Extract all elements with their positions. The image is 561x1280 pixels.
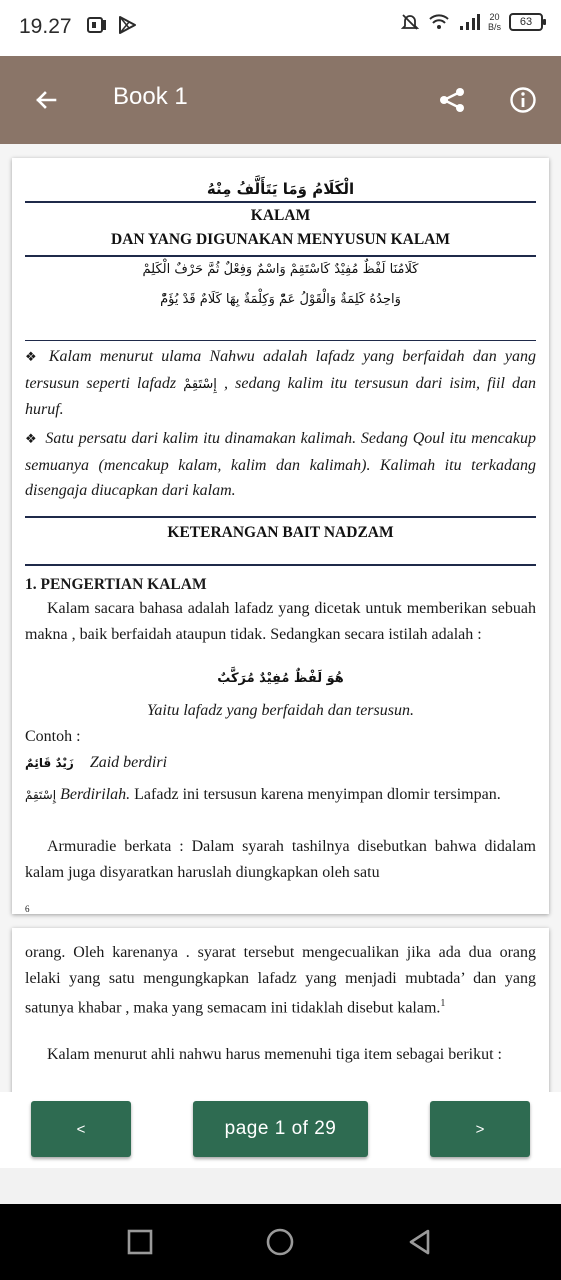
previous-page-button[interactable]: < <box>31 1101 131 1157</box>
divider <box>25 201 536 203</box>
body-paragraph: Armuradie berkata : Dalam syarah tashilnya disebutkan bahwa didalam kalam juga disyaratkan haruslah diungkapkan oleh satu <box>25 838 536 881</box>
info-button[interactable] <box>505 82 541 118</box>
share-button[interactable] <box>434 82 470 118</box>
bullet-1-text: Kalam menurut ulama Nahwu adalah lafadz yang berfaidah dan yang tersusun seperti lafadz <box>25 348 537 392</box>
document-page <box>12 928 549 1094</box>
section-title: KETERANGAN BAIT NADZAM <box>167 524 394 541</box>
example-2 <box>25 782 536 809</box>
bullet-paragraph-2 <box>25 426 536 504</box>
square-icon <box>127 1229 153 1255</box>
bullet-1-rest: , sedang kalim itu tersusun dari isim, fiil dan huruf. <box>25 374 537 418</box>
triangle-back-icon <box>406 1228 434 1256</box>
battery-indicator <box>509 13 543 31</box>
home-button[interactable] <box>266 1228 294 1256</box>
divider <box>25 564 536 566</box>
example-label: Contoh : <box>25 728 81 745</box>
chapter-title: KALAM <box>250 207 311 224</box>
status-time: 19.27 <box>19 15 72 38</box>
battery-level: 63 <box>519 16 533 28</box>
divider <box>25 516 536 518</box>
subsection-title: 1. PENGERTIAN KALAM <box>25 576 207 593</box>
wifi-icon <box>428 12 450 32</box>
arrow-left-icon <box>34 88 58 112</box>
book-title: Book 1 <box>113 83 188 110</box>
example-1-meaning: Zaid berdiri <box>89 754 168 771</box>
bullet-1-arabic: إِسْتَقِمْ <box>183 376 217 392</box>
footnote-mark: 1 <box>440 998 446 1009</box>
example-2-rest: Lafadz ini tersusun karena menyimpan dlomir tersimpan. <box>134 786 501 803</box>
app-bar <box>0 56 561 144</box>
system-navigation-bar <box>0 1204 561 1280</box>
page-2-para-1: orang. Oleh karenanya . syarat tersebut mengecualikan jika ada dua orang lelaki yang satu mengungkapkan lafadz yang menjadi mubtada’ dan yang satunya khabar , maka yang semacam ini tidaklah disebut kalam. <box>25 944 536 1017</box>
recent-apps-button[interactable] <box>126 1228 154 1256</box>
example-1 <box>25 750 536 777</box>
next-page-button[interactable]: > <box>430 1101 530 1157</box>
divider <box>25 255 536 257</box>
play-store-icon <box>116 14 138 36</box>
example-2-meaning: Berdirilah. <box>60 786 131 803</box>
bullet-2-text: Satu persatu dari kalim itu dinamakan kalimah. Sedang Qoul itu mencakup semuanya (mencakup kalam, kalim dan kalimah). Kalimah itu terkadang disengaja diucapkan dari kalam. <box>25 430 537 499</box>
verse-line-1: كَلَامُنَا لَفْظٌ مُفِيْدٌ كَاسْتَقِمْ وَاسْمٌ وَفِعْلٌ ثُمَّ حَرْفٌ الْكَلِمْ <box>142 262 419 277</box>
page-navigation <box>0 1092 561 1204</box>
example-1-arabic: زَيْدٌ قَائِمٌ <box>25 756 74 770</box>
bottom-strip <box>0 1168 561 1204</box>
bullet-paragraph-1 <box>25 344 536 423</box>
status-system-icons <box>400 12 543 32</box>
chapter-subtitle: DAN YANG DIGUNAKAN MENYUSUN KALAM <box>111 231 450 248</box>
body-paragraph: Kalam sacara bahasa adalah lafadz yang dicetak untuk memberikan sebuah makna , baik berfaidah ataupun tidak. Sedangkan secara istilah adalah : <box>25 600 536 643</box>
status-notification-icons <box>86 14 138 36</box>
network-speed-unit: B/s <box>487 22 501 32</box>
definition-arabic: هُوَ لَفْظٌ مُفِيْدٌ مُرَكَّبٌ <box>217 671 344 686</box>
body-paragraph: Kalam menurut ahli nahwu harus memenuhi tiga item sebagai berikut : <box>47 1046 502 1063</box>
body-paragraph <box>25 940 536 1021</box>
system-back-button[interactable] <box>406 1228 434 1256</box>
document-viewer[interactable] <box>0 144 561 1094</box>
diamond-bullet-icon: ❖ <box>25 432 38 447</box>
page-indicator-button[interactable]: page 1 of 29 <box>193 1101 368 1157</box>
signal-icon <box>458 12 480 32</box>
diamond-bullet-icon: ❖ <box>25 350 41 365</box>
divider <box>25 340 536 341</box>
page-number: 6 <box>25 904 30 914</box>
circle-icon <box>266 1228 294 1256</box>
info-icon <box>509 86 537 114</box>
definition-translation: Yaitu lafadz yang berfaidah dan tersusun. <box>147 702 414 719</box>
arabic-chapter-heading: الْكَلَامُ وَمَا يَتَأَلَّفُ مِنْهُ <box>206 180 355 198</box>
network-speed <box>488 12 501 32</box>
document-page <box>12 158 549 914</box>
status-bar <box>0 0 561 56</box>
network-speed-value: 20 <box>489 12 500 22</box>
mute-icon <box>400 12 420 32</box>
verse-line-2: وَاحِدُهُ كَلِمَةٌ وَالْقَوْلُ عَمّْ وَكِلْمَةٌ بِهَا كَلَامٌ قَدْ يُؤَمّْ <box>160 292 401 307</box>
app-notification-icon <box>86 14 108 36</box>
back-button[interactable] <box>28 82 64 118</box>
share-icon <box>438 86 466 114</box>
example-2-arabic: إِسْتَقِمْ <box>25 788 57 802</box>
